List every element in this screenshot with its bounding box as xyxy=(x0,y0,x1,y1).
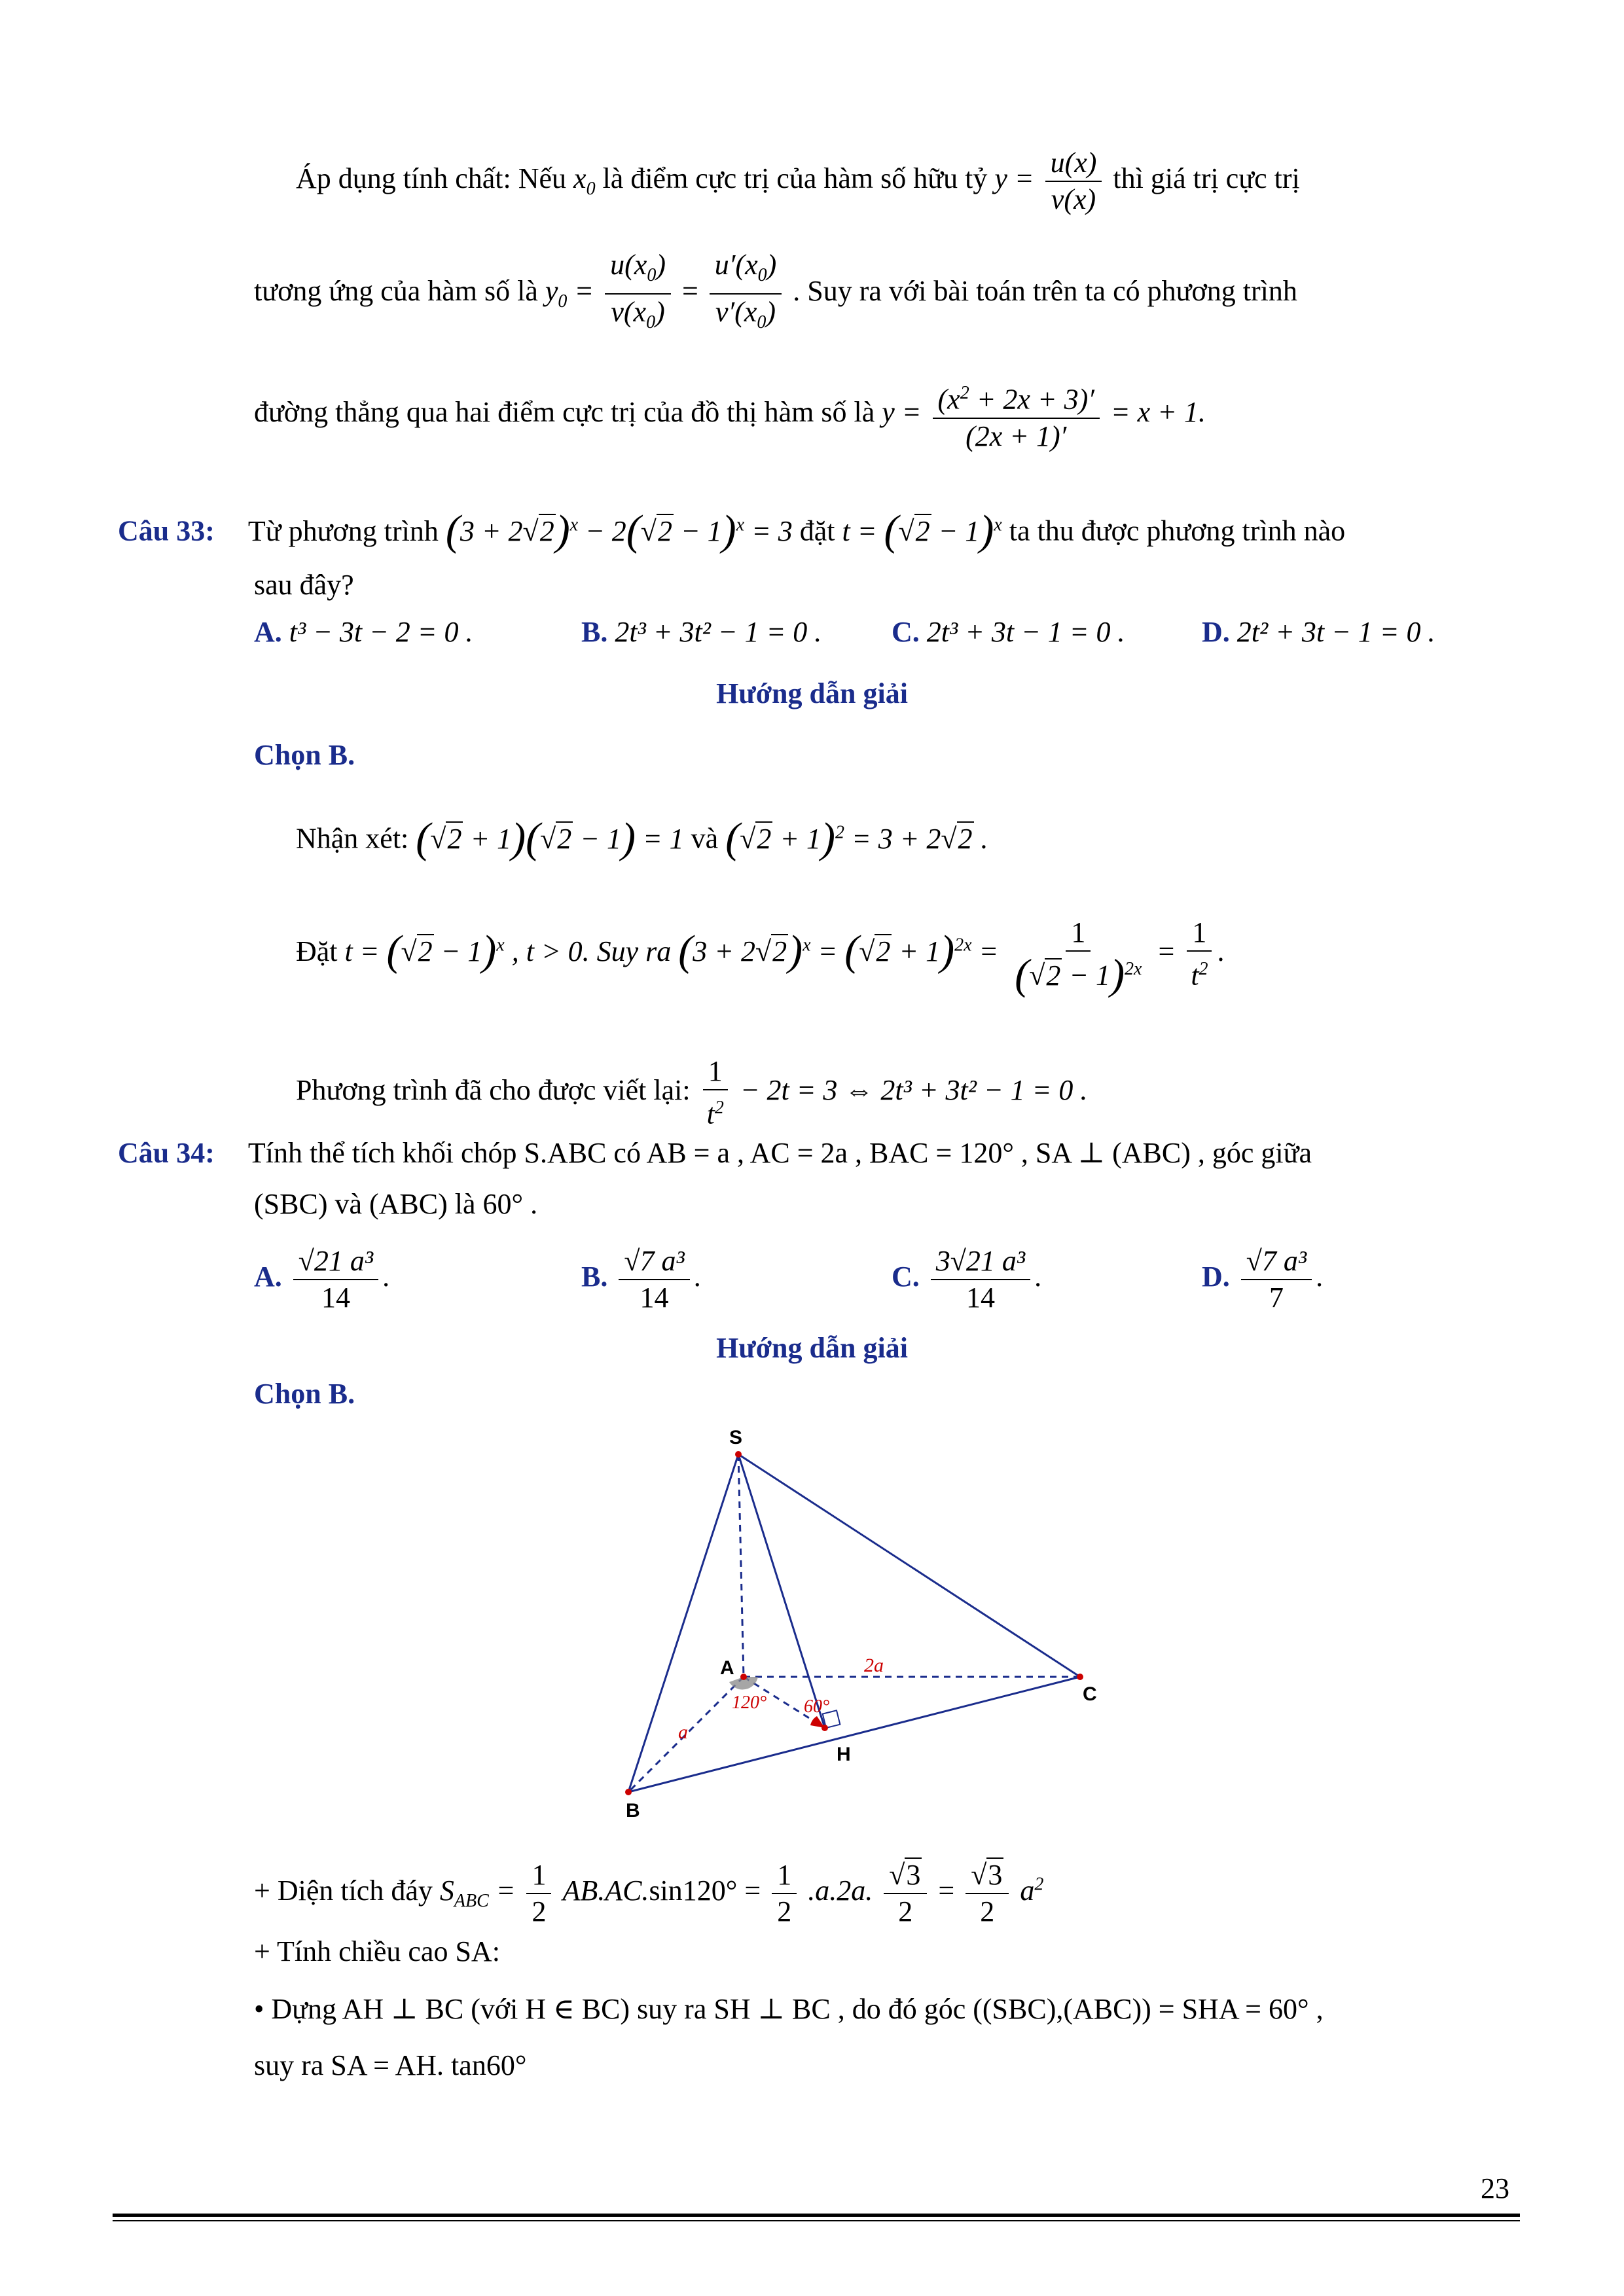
q34-label: Câu 34: xyxy=(118,1137,215,1169)
q33-rewrite: Phương trình đã cho được viết lại: $\frac{1}{t^2}$ − 2t = 3 ⇔ 2t³ + 3t² − 1 = 0 . xyxy=(296,1054,1087,1132)
pyramid-figure xyxy=(589,1420,1126,1826)
label-b: B xyxy=(626,1800,640,1821)
q34-construct: • Dựng AH ⊥ BC (với H ∈ BC) suy ra SH ⊥ BC , do đó góc ((SBC),(ABC)) = SHA = 60° , xyxy=(254,1993,1324,2025)
footer-rule-thin xyxy=(113,2220,1520,2221)
q33-line1: Câu 33: Từ phương trình $(3 + 2√2)^x - 2(√2 - 1)^x = 3$ đặt $t = (√2 - 1)^x$ ta thu được phương trình nào xyxy=(118,506,1346,554)
q34-option-d: D. $\frac{\text{√7 a³}}{7}$ . xyxy=(1202,1245,1324,1314)
math-frac-ux0: $\frac{u(x_0)}{v(x_0)}$ xyxy=(605,247,671,340)
edge-bc xyxy=(628,1677,1080,1792)
q33-option-c: C. 2t³ + 3t − 1 = 0 . xyxy=(892,616,1125,648)
q33-option-b: B. 2t³ + 3t² − 1 = 0 . xyxy=(581,616,822,648)
q33-choice: Chọn B. xyxy=(254,739,355,771)
q34-line1: Câu 34: Tính thể tích khối chóp S.ABC có AB = a , AC = 2a , BAC = 120° , SA ⊥ (ABC) , góc giữa xyxy=(118,1137,1312,1169)
intro-line3: đường thẳng qua hai điểm cực trị của đồ thị hàm số là y = $\frac{(x^2 + 2x + 3)'}{(2x + 1)'}$ = x + 1. xyxy=(254,376,1206,454)
q34-height: + Tính chiều cao SA: xyxy=(254,1935,500,1967)
point-a xyxy=(740,1674,747,1680)
q34-construct-line2: suy ra SA = AH. tan60° xyxy=(254,2049,527,2081)
math-q33-equation: $(3 + 2√2)^x - 2(√2 - 1)^x = 3$ xyxy=(445,506,793,554)
point-s xyxy=(735,1451,742,1458)
math-frac-1-over-t2: $\frac{1}{t^2}$ xyxy=(1185,915,1213,994)
label-edge-2a: 2a xyxy=(864,1655,884,1676)
q34-option-b: B. $\frac{\text{√7 a³}}{14}$ . xyxy=(581,1245,701,1314)
edge-sc xyxy=(738,1454,1080,1677)
math-q33-t: $t = (√2 - 1)^x$ xyxy=(842,506,1002,554)
q33-label: Câu 33: xyxy=(118,514,215,547)
page-number: 23 xyxy=(1481,2172,1509,2204)
q34-option-a: A. $\frac{\text{√21 a³}}{14}$ . xyxy=(254,1245,390,1314)
math-frac-ux-vx: $\frac{u(x)}{v(x)}$ xyxy=(1045,145,1102,217)
math-frac-1-over-sqrt: $\frac{1}{(√2 - 1)^{2x}}$ xyxy=(1015,916,1142,999)
intro-line2: tương ứng của hàm số là $y_0$ = $\frac{u(x_0)}{v(x_0)}$ = $\frac{u'(x_0)}{v'(x_0)}$ . Suy ra với bài toán trên ta có phương trình xyxy=(254,247,1297,340)
label-h: H xyxy=(837,1744,851,1765)
label-a: A xyxy=(720,1657,734,1679)
q34-guide-title: Hướng dẫn giải xyxy=(716,1332,908,1364)
q33-option-a: A. t³ − 3t − 2 = 0 . xyxy=(254,616,473,648)
edge-sa xyxy=(738,1454,744,1677)
footer-rule-thick xyxy=(113,2214,1520,2217)
math-y0: $y_0$ = xyxy=(545,274,594,312)
label-angle-60: 60° xyxy=(804,1696,830,1717)
label-angle-120: 120° xyxy=(732,1693,767,1713)
math-x0: $x_0$ xyxy=(573,162,596,199)
q34-area: + Diện tích đáy $S_{ABC}$ = $\frac{1}{2}$ AB.AC.sin120° = $\frac{1}{2}$ .a.2a. $\frac{√3}{2}$ = $\frac{√3}{2}$ $a^2$ xyxy=(254,1859,1044,1928)
q33-option-d: D. 2t² + 3t − 1 = 0 . xyxy=(1202,616,1435,648)
q33-set: Đặt $t = (√2 - 1)^x$ , t > 0. Suy ra $(3 + 2√2)^x = (√2 + 1)^{2x}$ = $\frac{1}{(√2 - 1)^{2x}}$ = $\frac{1}{t^2}$ . xyxy=(296,916,1225,999)
label-edge-a: a xyxy=(678,1721,688,1743)
q34-option-c: C. $\frac{\text{3√21 a³}}{14}$ . xyxy=(892,1245,1042,1314)
intro-line1: Áp dụng tính chất: Nếu $x_0$ là điểm cực trị của hàm số hữu tỷ y = $\frac{u(x)}{v(x)}$ thì giá trị cực trị xyxy=(296,145,1300,217)
point-b xyxy=(625,1789,632,1795)
math-frac-uprime-x0: $\frac{u'(x_0)}{v'(x_0)}$ xyxy=(710,247,782,340)
point-h xyxy=(821,1725,828,1731)
math-y-uv: y = xyxy=(994,162,1034,195)
q33-guide-title: Hướng dẫn giải xyxy=(716,677,908,709)
label-c: C xyxy=(1083,1683,1097,1705)
q33-remark: Nhận xét: (√2 + 1)(√2 − 1) = 1 và $(√2 + 1)^2 = 3 + 2√2$ . xyxy=(296,814,988,862)
math-frac-1-over-t2b: $\frac{1}{t^2}$ xyxy=(702,1054,729,1132)
label-s: S xyxy=(729,1427,743,1448)
q34-line2: (SBC) và (ABC) là 60° . xyxy=(254,1188,538,1220)
point-c xyxy=(1077,1674,1083,1680)
q33-line2: sau đây? xyxy=(254,569,354,601)
math-frac-derivative: $\frac{(x^2 + 2x + 3)'}{(2x + 1)'}$ xyxy=(933,376,1100,454)
q34-choice: Chọn B. xyxy=(254,1378,355,1410)
